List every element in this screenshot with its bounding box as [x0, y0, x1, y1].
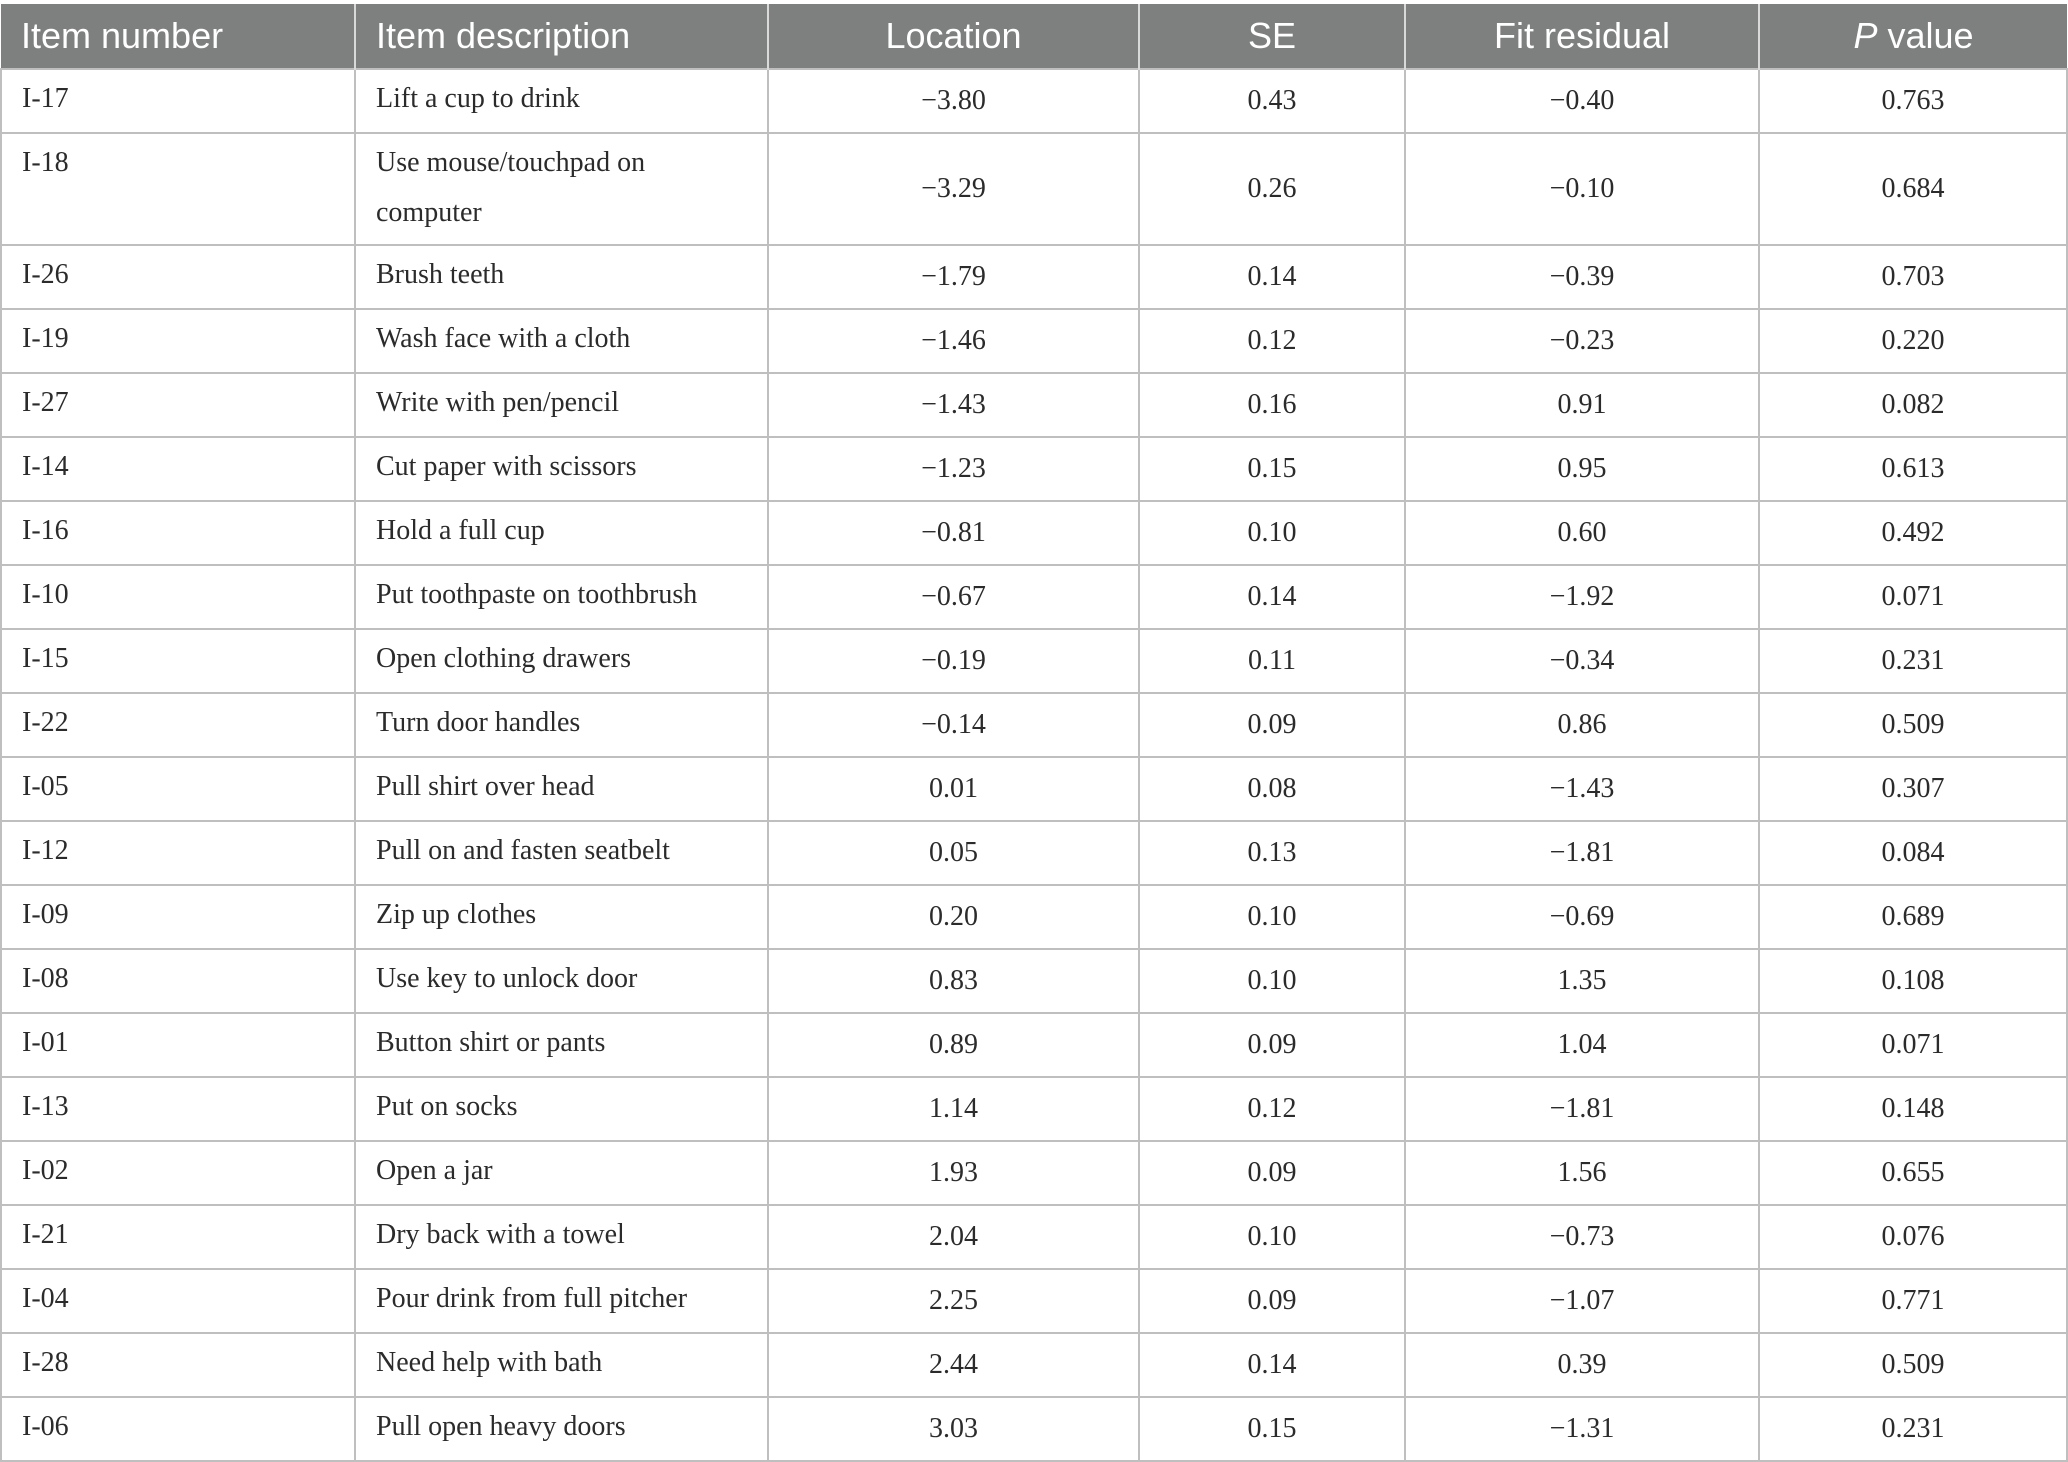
cell-se: 0.16 [1139, 373, 1405, 437]
cell-item-description: Turn door handles [355, 693, 768, 757]
cell-item-number: I-26 [1, 245, 355, 309]
header-se: SE [1139, 4, 1405, 69]
cell-item-number: I-22 [1, 693, 355, 757]
cell-location: −0.81 [768, 501, 1139, 565]
cell-fit-residual: −1.92 [1405, 565, 1759, 629]
cell-location: −0.67 [768, 565, 1139, 629]
cell-fit-residual: −0.69 [1405, 885, 1759, 949]
table-row [1, 245, 2067, 309]
cell-p-value: 0.084 [1759, 821, 2067, 885]
cell-fit-residual: −1.81 [1405, 1077, 1759, 1141]
cell-location: −3.29 [768, 133, 1139, 245]
cell-item-description: Write with pen/pencil [355, 373, 768, 437]
table-row [1, 757, 2067, 821]
cell-p-value: 0.148 [1759, 1077, 2067, 1141]
cell-se: 0.12 [1139, 1077, 1405, 1141]
cell-fit-residual: 1.56 [1405, 1141, 1759, 1205]
cell-p-value: 0.231 [1759, 1397, 2067, 1461]
cell-fit-residual: −0.34 [1405, 629, 1759, 693]
table-row [1, 1397, 2067, 1461]
cell-se: 0.14 [1139, 1333, 1405, 1397]
table-row [1, 565, 2067, 629]
table-row [1, 1205, 2067, 1269]
cell-se: 0.12 [1139, 309, 1405, 373]
cell-p-value: 0.071 [1759, 565, 2067, 629]
cell-se: 0.08 [1139, 757, 1405, 821]
cell-fit-residual: 1.04 [1405, 1013, 1759, 1077]
cell-location: 2.44 [768, 1333, 1139, 1397]
cell-item-description: Pull on and fasten seatbelt [355, 821, 768, 885]
cell-item-number: I-19 [1, 309, 355, 373]
table-row [1, 693, 2067, 757]
header-p-symbol: P [1853, 15, 1878, 56]
cell-se: 0.09 [1139, 1269, 1405, 1333]
cell-item-number: I-10 [1, 565, 355, 629]
cell-item-description: Open clothing drawers [355, 629, 768, 693]
cell-location: −1.79 [768, 245, 1139, 309]
cell-item-description: Button shirt or pants [355, 1013, 768, 1077]
table-header [1, 4, 2067, 69]
cell-item-number: I-02 [1, 1141, 355, 1205]
cell-item-description: Cut paper with scissors [355, 437, 768, 501]
cell-se: 0.10 [1139, 501, 1405, 565]
cell-item-number: I-04 [1, 1269, 355, 1333]
cell-p-value: 0.509 [1759, 1333, 2067, 1397]
cell-location: 0.83 [768, 949, 1139, 1013]
cell-se: 0.26 [1139, 133, 1405, 245]
cell-fit-residual: −1.31 [1405, 1397, 1759, 1461]
header-item-number: Item number [1, 4, 355, 69]
table-row [1, 501, 2067, 565]
cell-item-number: I-08 [1, 949, 355, 1013]
cell-item-number: I-01 [1, 1013, 355, 1077]
cell-se: 0.11 [1139, 629, 1405, 693]
header-row [1, 4, 2067, 69]
table-row [1, 309, 2067, 373]
cell-location: −1.23 [768, 437, 1139, 501]
cell-p-value: 0.108 [1759, 949, 2067, 1013]
cell-fit-residual: −0.73 [1405, 1205, 1759, 1269]
table-row [1, 133, 2067, 245]
cell-location: 3.03 [768, 1397, 1139, 1461]
cell-location: −1.46 [768, 309, 1139, 373]
cell-item-description: Put on socks [355, 1077, 768, 1141]
cell-item-description: Lift a cup to drink [355, 69, 768, 133]
cell-fit-residual: −0.23 [1405, 309, 1759, 373]
cell-p-value: 0.082 [1759, 373, 2067, 437]
cell-item-description: Brush teeth [355, 245, 768, 309]
table-row [1, 821, 2067, 885]
cell-item-number: I-15 [1, 629, 355, 693]
cell-p-value: 0.307 [1759, 757, 2067, 821]
cell-fit-residual: 1.35 [1405, 949, 1759, 1013]
cell-item-number: I-16 [1, 501, 355, 565]
cell-p-value: 0.689 [1759, 885, 2067, 949]
table-row [1, 69, 2067, 133]
cell-item-description: Open a jar [355, 1141, 768, 1205]
table-row [1, 1333, 2067, 1397]
cell-p-value: 0.231 [1759, 629, 2067, 693]
cell-p-value: 0.613 [1759, 437, 2067, 501]
cell-fit-residual: 0.39 [1405, 1333, 1759, 1397]
cell-item-number: I-09 [1, 885, 355, 949]
cell-p-value: 0.703 [1759, 245, 2067, 309]
cell-item-description: Zip up clothes [355, 885, 768, 949]
cell-p-value: 0.684 [1759, 133, 2067, 245]
cell-item-description: Need help with bath [355, 1333, 768, 1397]
cell-location: 1.14 [768, 1077, 1139, 1141]
table-body [1, 69, 2067, 1461]
cell-p-value: 0.771 [1759, 1269, 2067, 1333]
table-row [1, 1077, 2067, 1141]
cell-se: 0.15 [1139, 437, 1405, 501]
cell-item-description: Wash face with a cloth [355, 309, 768, 373]
cell-location: 2.25 [768, 1269, 1139, 1333]
cell-item-description: Hold a full cup [355, 501, 768, 565]
table-row [1, 885, 2067, 949]
cell-item-description: Dry back with a towel [355, 1205, 768, 1269]
cell-fit-residual: 0.60 [1405, 501, 1759, 565]
table-row [1, 629, 2067, 693]
table-row [1, 373, 2067, 437]
header-p-value-label: value [1877, 15, 1974, 56]
cell-fit-residual: −0.39 [1405, 245, 1759, 309]
cell-location: 1.93 [768, 1141, 1139, 1205]
cell-se: 0.14 [1139, 245, 1405, 309]
header-location: Location [768, 4, 1139, 69]
cell-location: −1.43 [768, 373, 1139, 437]
cell-item-number: I-14 [1, 437, 355, 501]
cell-location: 0.89 [768, 1013, 1139, 1077]
cell-fit-residual: −1.07 [1405, 1269, 1759, 1333]
cell-se: 0.13 [1139, 821, 1405, 885]
cell-item-description [355, 133, 768, 245]
cell-p-value: 0.509 [1759, 693, 2067, 757]
cell-item-number: I-21 [1, 1205, 355, 1269]
cell-fit-residual: −1.81 [1405, 821, 1759, 885]
cell-location: 0.20 [768, 885, 1139, 949]
cell-location: 0.01 [768, 757, 1139, 821]
cell-item-number: I-12 [1, 821, 355, 885]
table-row [1, 1269, 2067, 1333]
cell-item-number: I-18 [1, 133, 355, 245]
cell-fit-residual: 0.95 [1405, 437, 1759, 501]
description-line: computer [376, 197, 482, 228]
cell-item-description: Pull open heavy doors [355, 1397, 768, 1461]
cell-se: 0.15 [1139, 1397, 1405, 1461]
cell-se: 0.10 [1139, 1205, 1405, 1269]
table-row [1, 1141, 2067, 1205]
cell-fit-residual: 0.86 [1405, 693, 1759, 757]
cell-item-number: I-06 [1, 1397, 355, 1461]
cell-p-value: 0.763 [1759, 69, 2067, 133]
cell-fit-residual: −1.43 [1405, 757, 1759, 821]
cell-location: −0.19 [768, 629, 1139, 693]
item-fit-table [0, 4, 2068, 1462]
cell-se: 0.10 [1139, 949, 1405, 1013]
header-item-description: Item description [355, 4, 768, 69]
cell-fit-residual: 0.91 [1405, 373, 1759, 437]
description-line: Use mouse/touchpad on [376, 147, 646, 178]
cell-se: 0.09 [1139, 693, 1405, 757]
cell-item-description: Put toothpaste on toothbrush [355, 565, 768, 629]
item-fit-table-container [0, 4, 2068, 1462]
cell-item-number: I-28 [1, 1333, 355, 1397]
header-fit-residual: Fit residual [1405, 4, 1759, 69]
cell-fit-residual: −0.40 [1405, 69, 1759, 133]
cell-location: 0.05 [768, 821, 1139, 885]
cell-se: 0.09 [1139, 1141, 1405, 1205]
cell-item-number: I-27 [1, 373, 355, 437]
cell-se: 0.09 [1139, 1013, 1405, 1077]
cell-p-value: 0.071 [1759, 1013, 2067, 1077]
cell-item-description: Use key to unlock door [355, 949, 768, 1013]
table-row [1, 1013, 2067, 1077]
table-row [1, 437, 2067, 501]
cell-location: −0.14 [768, 693, 1139, 757]
table-row [1, 949, 2067, 1013]
cell-item-number: I-13 [1, 1077, 355, 1141]
cell-item-number: I-17 [1, 69, 355, 133]
cell-p-value: 0.076 [1759, 1205, 2067, 1269]
cell-p-value: 0.220 [1759, 309, 2067, 373]
cell-fit-residual: −0.10 [1405, 133, 1759, 245]
cell-se: 0.10 [1139, 885, 1405, 949]
cell-se: 0.43 [1139, 69, 1405, 133]
cell-se: 0.14 [1139, 565, 1405, 629]
cell-item-number: I-05 [1, 757, 355, 821]
cell-item-description: Pull shirt over head [355, 757, 768, 821]
header-p-value [1759, 4, 2067, 69]
cell-location: 2.04 [768, 1205, 1139, 1269]
cell-p-value: 0.492 [1759, 501, 2067, 565]
cell-location: −3.80 [768, 69, 1139, 133]
cell-item-description: Pour drink from full pitcher [355, 1269, 768, 1333]
cell-p-value: 0.655 [1759, 1141, 2067, 1205]
